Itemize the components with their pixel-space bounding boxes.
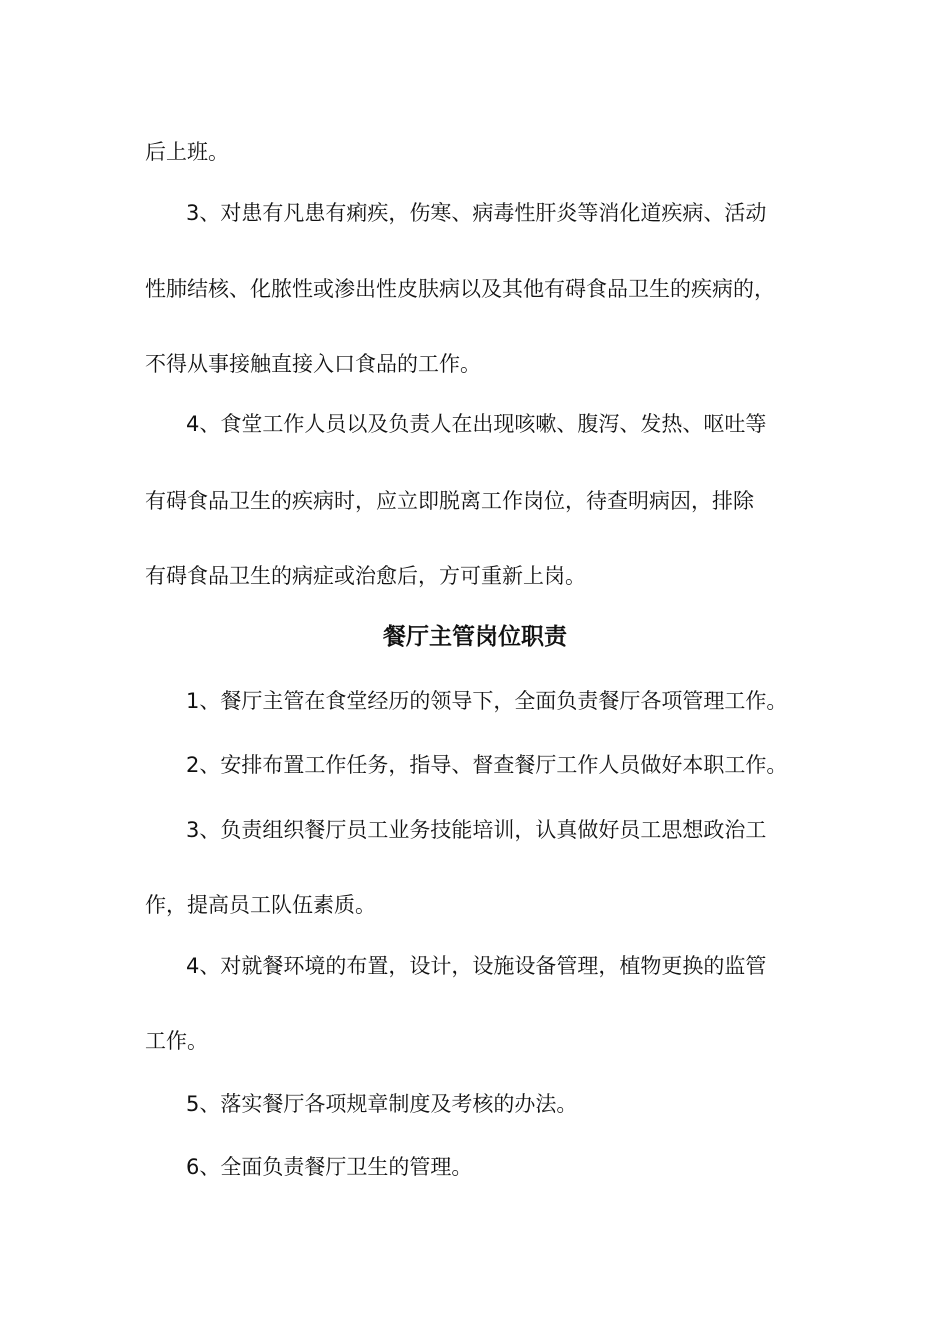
text-line: 6、全面负责餐厅卫生的管理。 xyxy=(186,1155,473,1179)
text-line: 性肺结核、化脓性或渗出性皮肤病以及其他有碍食品卫生的疾病的， xyxy=(145,277,775,301)
text-line: 3、负责组织餐厅员工业务技能培训，认真做好员工思想政治工 xyxy=(186,818,767,842)
text-line: 5、落实餐厅各项规章制度及考核的办法。 xyxy=(186,1092,578,1116)
text-line: 有碍食品卫生的病症或治愈后，方可重新上岗。 xyxy=(145,564,586,588)
text-line: 3、对患有凡患有痢疾，伤寒、病毒性肝炎等消化道疾病、活动 xyxy=(186,201,767,225)
section-title: 餐厅主管岗位职责 xyxy=(383,624,567,650)
text-line: 工作。 xyxy=(145,1029,208,1053)
text-line: 4、对就餐环境的布置，设计，设施设备管理，植物更换的监管 xyxy=(186,954,767,978)
text-line: 2、安排布置工作任务，指导、督查餐厅工作人员做好本职工作。 xyxy=(186,753,788,777)
text-line: 4、食堂工作人员以及负责人在出现咳嗽、腹泻、发热、呕吐等 xyxy=(186,412,767,436)
text-line: 1、餐厅主管在食堂经历的领导下，全面负责餐厅各项管理工作。 xyxy=(186,689,788,713)
text-line: 后上班。 xyxy=(145,140,229,164)
text-line: 作，提高员工队伍素质。 xyxy=(145,893,376,917)
text-line: 不得从事接触直接入口食品的工作。 xyxy=(145,352,481,376)
text-line: 有碍食品卫生的疾病时，应立即脱离工作岗位，待查明病因，排除 xyxy=(145,489,754,513)
